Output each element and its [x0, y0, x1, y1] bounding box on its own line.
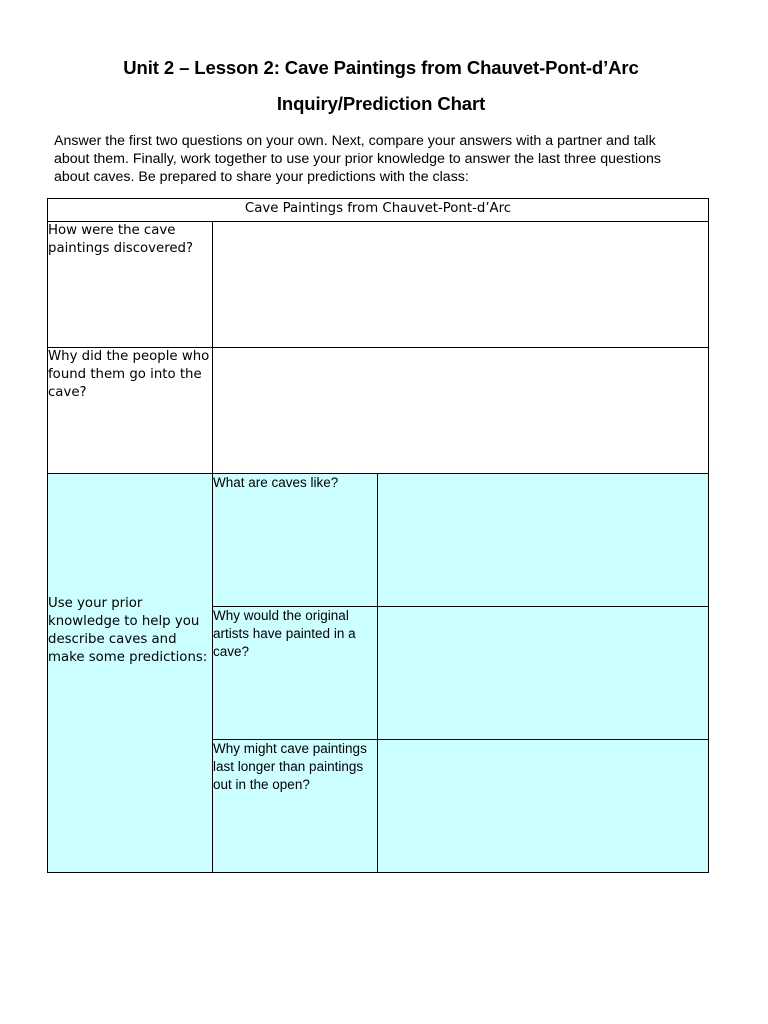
chart-header: Cave Paintings from Chauvet-Pont-d’Arc [48, 199, 709, 222]
instructions-line: about caves. Be prepared to share your predictions with the class: [54, 169, 469, 185]
answer-cell-discovery[interactable] [213, 222, 709, 348]
prediction-question-why-paint-in-cave: Why would the original artists have painted in a cave? [213, 607, 378, 740]
prior-knowledge-text: Use your prior knowledge to help you describe caves and make some predictions: [48, 596, 208, 665]
answer-cell-why-enter-cave[interactable] [213, 348, 709, 474]
question-why-enter-cave: Why did the people who found them go into the cave? [48, 348, 213, 474]
answer-cell-caves-like[interactable] [378, 474, 709, 607]
page-subtitle: Inquiry/Prediction Chart [276, 93, 486, 114]
answer-cell-last-longer[interactable] [378, 740, 709, 873]
instructions-line: about them. Finally, work together to use your prior knowledge to answer the last three questions [54, 151, 661, 167]
answer-cell-why-paint-in-cave[interactable] [378, 607, 709, 740]
prediction-question-last-longer: Why might cave paintings last longer than paintings out in the open? [213, 740, 378, 873]
inquiry-prediction-chart [47, 198, 709, 873]
page-title: Unit 2 – Lesson 2: Cave Paintings from Chauvet-Pont-d’Arc [123, 57, 639, 78]
question-discovery: How were the cave paintings discovered? [48, 222, 213, 348]
instructions-paragraph [54, 132, 714, 186]
prediction-question-caves-like: What are caves like? [213, 474, 378, 607]
instructions-line: Answer the first two questions on your own. Next, compare your answers with a partner and talk [54, 133, 656, 149]
prior-knowledge-label [48, 474, 213, 873]
